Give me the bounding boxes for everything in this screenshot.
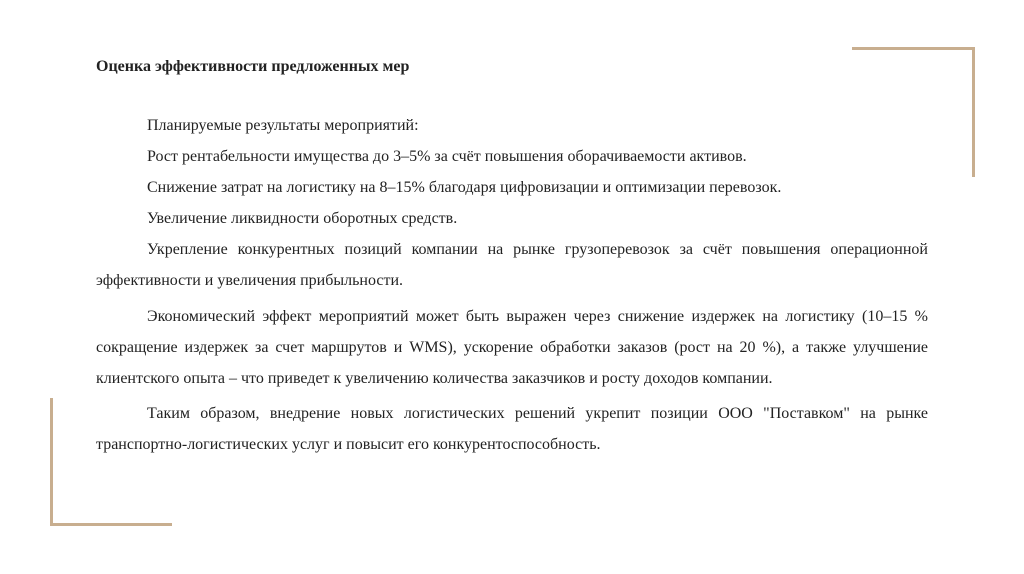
frame-corner-bottom-left-horizontal [50,523,172,526]
paragraph-planned-results: Планируемые результаты мероприятий: [147,117,419,134]
frame-corner-bottom-left-vertical [50,398,53,526]
paragraph-logistics-costs: Снижение затрат на логистику на 8–15% благодаря цифровизации и оптимизации перевозок. [147,179,782,196]
paragraph-profitability: Рост рентабельности имущества до 3–5% за счёт повышения оборачиваемости активов. [147,148,747,165]
slide-title: Оценка эффективности предложенных мер [96,58,410,75]
paragraph-conclusion: Таким образом, внедрение новых логистических решений укрепит позиции ООО "Поставком" на рынке транспортно-логистических услуг и повысит его конкурентоспособность. [96,405,928,453]
paragraph-competitive-positions: Укрепление конкурентных позиций компании на рынке грузоперевозок за счёт повышения операционной эффективности и увеличения прибыльности. [96,241,928,289]
paragraph-liquidity: Увеличение ликвидности оборотных средств. [147,210,458,227]
slide-body [96,110,928,460]
paragraph-economic-effect: Экономический эффект мероприятий может быть выражен через снижение издержек на логистику (10–15 % сокращение издержек за счет маршрутов и WMS), ускорение обработки заказов (рост на 20 %), а также улучшение клиентского опыта – что приведет к увеличению количества заказчиков и росту доходов компании. [96,308,928,387]
frame-corner-top-right-vertical [972,47,975,177]
frame-corner-top-right-horizontal [852,47,975,50]
